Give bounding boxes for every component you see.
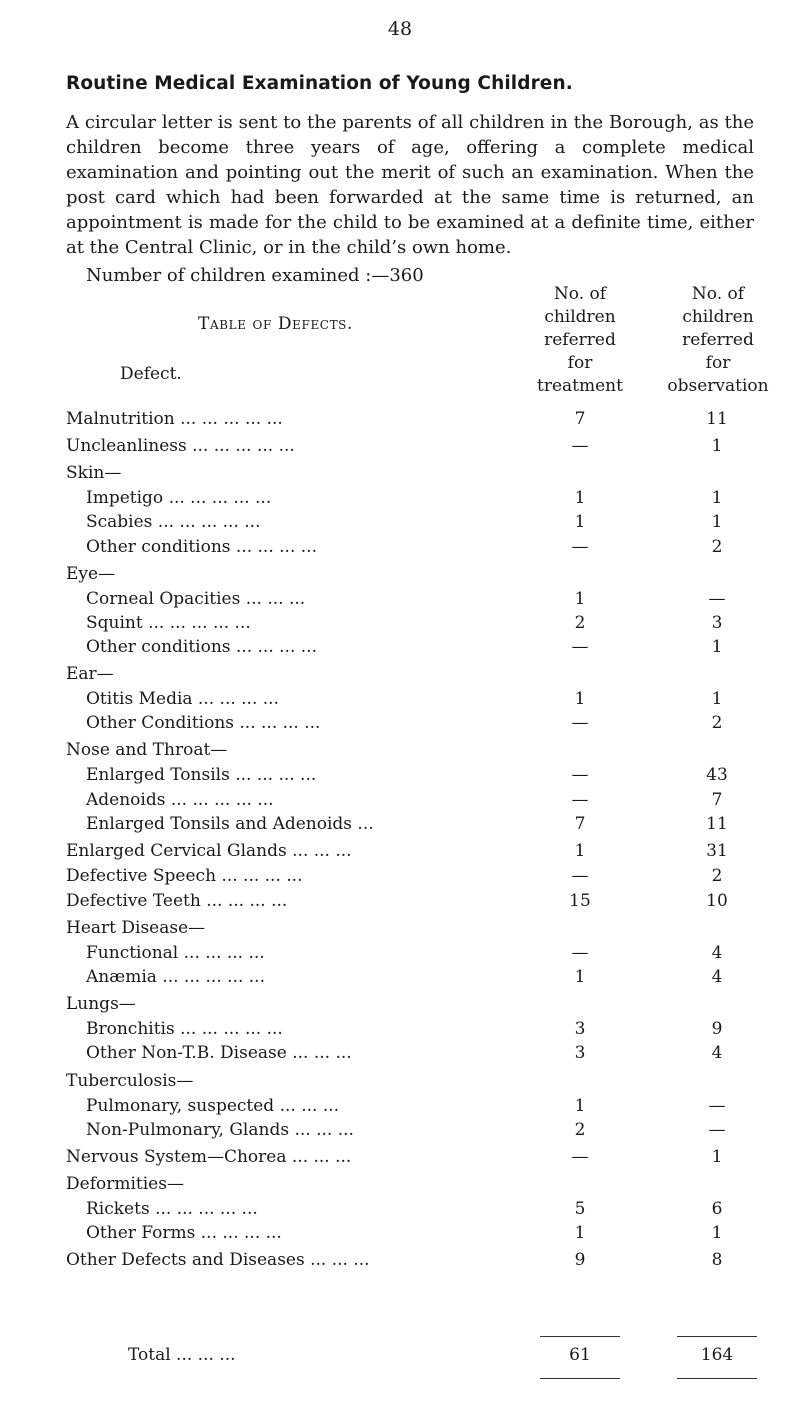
defect-label: Other conditions ... ... ... ... (86, 537, 317, 557)
table-row (0, 740, 800, 764)
treatment-count: 3 (574, 1043, 586, 1063)
defect-label: Anæmia ... ... ... ... ... (86, 967, 265, 987)
table-row (0, 564, 800, 588)
treatment-count: — (571, 1147, 589, 1167)
table-row (0, 918, 800, 942)
defect-label: Pulmonary, suspected ... ... ... (86, 1096, 340, 1116)
table-row (0, 488, 800, 512)
observation-count: 8 (711, 1250, 723, 1270)
defect-label: Eye— (66, 564, 116, 584)
observation-count: 2 (711, 713, 723, 733)
treatment-count: — (571, 637, 589, 657)
table-row (0, 537, 800, 561)
defect-label: Enlarged Tonsils ... ... ... ... (86, 765, 317, 785)
table-row (0, 943, 800, 967)
table-row (0, 1096, 800, 1120)
treatment-count: — (571, 436, 589, 456)
table-row (0, 765, 800, 789)
observation-count: — (708, 1096, 726, 1116)
defect-label: Tuberculosis— (66, 1071, 194, 1091)
page-title: Routine Medical Examination of Young Children. (66, 73, 573, 94)
table-row (0, 891, 800, 915)
observation-count: 1 (711, 512, 723, 532)
treatment-count: — (571, 765, 589, 785)
defect-label: Lungs— (66, 994, 136, 1014)
table-row (0, 1120, 800, 1144)
treatment-count: 7 (574, 409, 586, 429)
observation-count: 4 (711, 1043, 723, 1063)
observation-count: — (708, 589, 726, 609)
treatment-count: 3 (574, 1019, 586, 1039)
treatment-count: 1 (574, 1223, 586, 1243)
table-row (0, 1199, 800, 1223)
sum-rule (677, 1378, 757, 1379)
defect-label: Heart Disease— (66, 918, 206, 938)
table-row (0, 463, 800, 487)
header-line: observation (667, 376, 769, 396)
table-row (0, 689, 800, 713)
defect-label: Rickets ... ... ... ... ... (86, 1199, 258, 1219)
header-line: for (705, 353, 731, 373)
page-number: 48 (387, 18, 413, 40)
observation-count: 2 (711, 866, 723, 886)
observation-count: 11 (706, 814, 728, 834)
table-row (0, 637, 800, 661)
treatment-count: — (571, 790, 589, 810)
observation-count: 1 (711, 637, 723, 657)
observation-count: 43 (706, 765, 728, 785)
treatment-column-header (520, 283, 640, 398)
table-row (0, 814, 800, 838)
treatment-count: 1 (574, 589, 586, 609)
total-observation: 164 (700, 1345, 734, 1365)
treatment-count: 1 (574, 841, 586, 861)
table-row (0, 436, 800, 460)
defect-label: Defective Teeth ... ... ... ... (66, 891, 288, 911)
defect-label: Enlarged Tonsils and Adenoids ... (86, 814, 374, 834)
table-row (0, 1043, 800, 1067)
table-title: Table of Defects. (198, 314, 354, 334)
table-row (0, 1250, 800, 1274)
sum-rule (677, 1336, 757, 1337)
observation-column-header (658, 283, 778, 398)
table-row (0, 613, 800, 637)
total-label: Total ... ... ... (128, 1345, 236, 1365)
defect-label: Other Defects and Diseases ... ... ... (66, 1250, 370, 1270)
treatment-count: — (571, 713, 589, 733)
observation-count: 1 (711, 689, 723, 709)
table-row (0, 1223, 800, 1247)
defect-label: Non-Pulmonary, Glands ... ... ... (86, 1120, 354, 1140)
header-line: treatment (537, 376, 623, 396)
defect-label: Otitis Media ... ... ... ... (86, 689, 279, 709)
table-row (0, 664, 800, 688)
table-row (0, 866, 800, 890)
table-row (0, 1174, 800, 1198)
treatment-count: 1 (574, 689, 586, 709)
table-row (0, 1147, 800, 1171)
table-row (0, 512, 800, 536)
sum-rule (540, 1336, 620, 1337)
table-row (0, 713, 800, 737)
treatment-count: 2 (574, 613, 586, 633)
observation-count: — (708, 1120, 726, 1140)
treatment-count: — (571, 866, 589, 886)
defect-label: Ear— (66, 664, 114, 684)
defect-label: Deformities— (66, 1174, 184, 1194)
treatment-count: 2 (574, 1120, 586, 1140)
treatment-count: 1 (574, 967, 586, 987)
defect-label: Nervous System—Chorea ... ... ... (66, 1147, 352, 1167)
defect-label: Corneal Opacities ... ... ... (86, 589, 306, 609)
observation-count: 10 (706, 891, 728, 911)
treatment-count: 1 (574, 512, 586, 532)
observation-count: 1 (711, 1147, 723, 1167)
observation-count: 7 (711, 790, 723, 810)
intro-paragraph: A circular letter is sent to the parents of all children in the Borough, as the children become three years of age, offering a complete medical examination and pointing out the merit of such an examination. When the post card which had been forwarded at the same time is returned, an appointment is made for the child to be examined at a definite time, either at the Central Clinic, or in the child’s own home. (66, 112, 754, 258)
children-examined-count: Number of children examined :—360 (86, 265, 424, 286)
total-treatment: 61 (569, 1345, 591, 1365)
table-row (0, 967, 800, 991)
treatment-count: — (571, 943, 589, 963)
defect-label: Adenoids ... ... ... ... ... (86, 790, 274, 810)
treatment-count: 1 (574, 488, 586, 508)
defect-column-header: Defect. (120, 364, 182, 384)
observation-count: 3 (711, 613, 723, 633)
observation-count: 2 (711, 537, 723, 557)
treatment-count: 15 (569, 891, 591, 911)
header-line: No. of (553, 284, 607, 304)
defect-label: Functional ... ... ... ... (86, 943, 265, 963)
table-row (0, 409, 800, 433)
table-row (0, 994, 800, 1018)
header-line: referred (544, 330, 616, 350)
observation-count: 1 (711, 1223, 723, 1243)
observation-count: 1 (711, 436, 723, 456)
defect-label: Bronchitis ... ... ... ... ... (86, 1019, 283, 1039)
table-row (0, 1071, 800, 1095)
treatment-count: 1 (574, 1096, 586, 1116)
observation-count: 9 (711, 1019, 723, 1039)
observation-count: 4 (711, 943, 723, 963)
defect-label: Uncleanliness ... ... ... ... ... (66, 436, 295, 456)
defect-label: Impetigo ... ... ... ... ... (86, 488, 272, 508)
defect-label: Defective Speech ... ... ... ... (66, 866, 303, 886)
defect-label: Other Forms ... ... ... ... (86, 1223, 282, 1243)
header-line: for (567, 353, 593, 373)
table-row (0, 790, 800, 814)
defect-label: Squint ... ... ... ... ... (86, 613, 251, 633)
defect-label: Other Non-T.B. Disease ... ... ... (86, 1043, 352, 1063)
observation-count: 1 (711, 488, 723, 508)
defect-label: Nose and Throat— (66, 740, 228, 760)
observation-count: 11 (706, 409, 728, 429)
defect-label: Other conditions ... ... ... ... (86, 637, 317, 657)
defect-label: Malnutrition ... ... ... ... ... (66, 409, 283, 429)
defect-label: Enlarged Cervical Glands ... ... ... (66, 841, 352, 861)
sum-rule (540, 1378, 620, 1379)
treatment-count: — (571, 537, 589, 557)
defect-label: Skin— (66, 463, 122, 483)
header-line: children (682, 307, 754, 327)
observation-count: 4 (711, 967, 723, 987)
treatment-count: 9 (574, 1250, 586, 1270)
header-line: referred (682, 330, 754, 350)
table-row (0, 1019, 800, 1043)
table-row (0, 841, 800, 865)
treatment-count: 5 (574, 1199, 586, 1219)
total-row (0, 1345, 800, 1369)
treatment-count: 7 (574, 814, 586, 834)
observation-count: 31 (706, 841, 728, 861)
defect-label: Other Conditions ... ... ... ... (86, 713, 321, 733)
table-row (0, 589, 800, 613)
header-line: No. of (691, 284, 745, 304)
observation-count: 6 (711, 1199, 723, 1219)
header-line: children (544, 307, 616, 327)
defect-label: Scabies ... ... ... ... ... (86, 512, 261, 532)
